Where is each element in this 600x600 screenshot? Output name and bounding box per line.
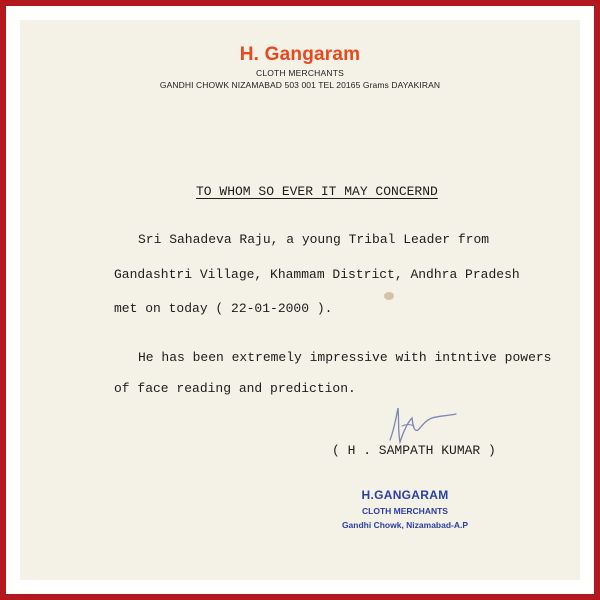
stamp-address: Gandhi Chowk, Nizamabad-A.P — [341, 520, 469, 530]
stamp-subtitle: CLOTH MERCHANTS — [362, 506, 448, 516]
letter-line: met on today ( 22-01-2000 ). — [114, 301, 333, 316]
company-stamp — [320, 488, 490, 530]
letter-line: Sri Sahadeva Raju, a young Tribal Leader from — [138, 232, 490, 247]
page-frame — [6, 6, 594, 594]
letter-line: Gandashtri Village, Khammam District, Andhra Pradesh — [114, 267, 520, 282]
letter-line: He has been extremely impressive with intntive powers — [138, 350, 552, 365]
paper-stain — [384, 292, 394, 300]
letterhead-name: H. Gangaram — [239, 44, 361, 65]
signatory-name: ( H . SAMPATH KUMAR ) — [332, 443, 496, 458]
letter-line: of face reading and prediction. — [114, 381, 356, 396]
stamp-title: H.GANGARAM — [361, 488, 449, 502]
letterhead-subtitle: CLOTH MERCHANTS — [255, 68, 344, 78]
letter-heading: TO WHOM SO EVER IT MAY CONCERND — [196, 184, 438, 199]
letter-paper — [20, 20, 580, 580]
letterhead-address: GANDHI CHOWK NIZAMABAD 503 001 TEL 20165 Grams DAYAKIRAN — [159, 80, 441, 90]
